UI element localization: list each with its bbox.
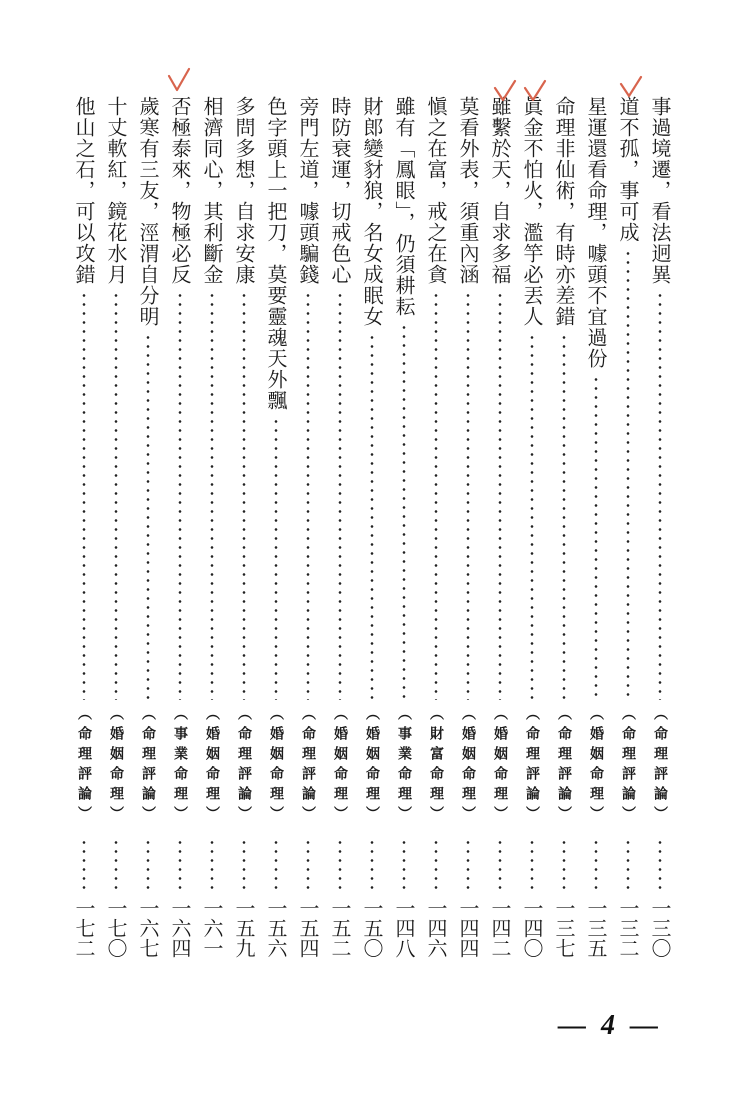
leader-dots [306, 291, 310, 700]
leader-dots [82, 291, 86, 700]
toc-entry[interactable] [326, 96, 354, 986]
leader-dots [82, 838, 86, 894]
leader-dots [594, 838, 598, 894]
leader-dots [562, 838, 566, 894]
entry-title: 歲寒有三友，涇渭自分明 [136, 96, 160, 327]
entry-category: （命理評論） [300, 706, 316, 826]
leader-dots [626, 249, 630, 700]
leader-dots [274, 417, 278, 700]
toc-entry[interactable] [454, 96, 482, 986]
leader-dots [466, 838, 470, 894]
leader-dots [114, 291, 118, 700]
entry-page: 一六七 [136, 898, 160, 958]
entry-page: 一四八 [392, 898, 416, 958]
entry-title: 相濟同心，其利斷金 [200, 96, 224, 285]
entry-category: （婚姻命理） [332, 706, 348, 826]
leader-dots [338, 838, 342, 894]
leader-dots [434, 291, 438, 700]
entry-category: （婚姻命理） [364, 706, 380, 826]
entry-title: 旁門左道，噱頭騙錢 [296, 96, 320, 285]
entry-title: 財郎變豺狼，名女成眠女 [360, 96, 384, 327]
entry-page: 一三二 [616, 898, 640, 958]
entry-title: 雖繫於天，自求多福 [488, 96, 512, 285]
toc-entry[interactable] [134, 96, 162, 986]
entry-page: 一五六 [264, 898, 288, 958]
entry-page: 一六一 [200, 898, 224, 958]
leader-dots [594, 375, 598, 700]
entry-category: （命理評論） [620, 706, 636, 826]
page-number: — 4 — [558, 1010, 662, 1041]
entry-category: （婚姻命理） [204, 706, 220, 826]
toc-entry[interactable] [70, 96, 98, 986]
leader-dots [242, 291, 246, 700]
entry-category: （財富命理） [428, 706, 444, 826]
entry-category: （婚姻命理） [492, 706, 508, 826]
entry-page: 一四四 [456, 898, 480, 958]
leader-dots [178, 291, 182, 700]
toc-entry[interactable] [230, 96, 258, 986]
leader-dots [658, 838, 662, 894]
entry-title: 莫看外表，須重內涵 [456, 96, 480, 285]
toc-entry[interactable] [102, 96, 130, 986]
entry-title: 否極泰來，物極必反 [168, 96, 192, 285]
entry-page: 一三五 [584, 898, 608, 958]
entry-page: 一五九 [232, 898, 256, 958]
toc-entry[interactable] [582, 96, 610, 986]
leader-dots [402, 323, 406, 700]
entry-title: 時防衰運，切戒色心 [328, 96, 352, 285]
check-mark-icon [618, 74, 644, 100]
toc-entry[interactable] [390, 96, 418, 986]
leader-dots [370, 838, 374, 894]
check-mark-icon [166, 66, 192, 94]
leader-dots [338, 291, 342, 700]
entry-page: 一七〇 [104, 898, 128, 958]
entry-title: 雖有「鳳眼」，仍須耕耘 [392, 96, 416, 317]
toc-entry[interactable] [518, 96, 546, 986]
leader-dots [114, 838, 118, 894]
entry-title: 眞金不怕火，濫竽必丟人 [520, 96, 544, 327]
check-mark-icon [522, 78, 548, 104]
entry-category: （婚姻命理） [460, 706, 476, 826]
leader-dots [626, 838, 630, 894]
leader-dots [466, 291, 470, 700]
entry-page: 一四〇 [520, 898, 544, 958]
entry-page: 一五〇 [360, 898, 384, 958]
entry-page: 一五四 [296, 898, 320, 958]
entry-category: （事業命理） [396, 706, 412, 826]
leader-dots [146, 838, 150, 894]
leader-dots [530, 333, 534, 700]
leader-dots [562, 333, 566, 700]
toc-entry[interactable] [294, 96, 322, 986]
entry-category: （命理評論） [556, 706, 572, 826]
toc-entry[interactable] [646, 96, 674, 986]
leader-dots [210, 838, 214, 894]
entry-page: 一三七 [552, 898, 576, 958]
leader-dots [210, 291, 214, 700]
entry-category: （婚姻命理） [268, 706, 284, 826]
entry-page: 一三〇 [648, 898, 672, 958]
toc-entry[interactable] [262, 96, 290, 986]
entry-page: 一五二 [328, 898, 352, 958]
leader-dots [274, 838, 278, 894]
entry-category: （命理評論） [76, 706, 92, 826]
toc-entry[interactable] [486, 96, 514, 986]
leader-dots [498, 291, 502, 700]
toc-entry[interactable] [198, 96, 226, 986]
toc-entry[interactable] [550, 96, 578, 986]
entry-title: 色字頭上一把刀，莫要靈魂天外飄 [264, 96, 288, 411]
leader-dots [402, 838, 406, 894]
toc-entry[interactable] [614, 96, 642, 986]
leader-dots [370, 333, 374, 700]
leader-dots [530, 838, 534, 894]
entry-page: 一四六 [424, 898, 448, 958]
entry-page: 一四二 [488, 898, 512, 958]
toc-entry[interactable] [358, 96, 386, 986]
entry-title: 道不孤，事可成 [616, 96, 640, 243]
entry-title: 星運還看命理，噱頭不宜過份 [584, 96, 608, 369]
leader-dots [658, 291, 662, 700]
entry-title: 十丈軟紅，鏡花水月 [104, 96, 128, 285]
entry-title: 多問多想，自求安康 [232, 96, 256, 285]
entry-category: （婚姻命理） [588, 706, 604, 826]
entry-category: （命理評論） [140, 706, 156, 826]
entry-title: 命理非仙術，有時亦差錯 [552, 96, 576, 327]
toc-entry[interactable] [166, 96, 194, 986]
check-mark-icon [492, 78, 518, 104]
leader-dots [306, 838, 310, 894]
leader-dots [434, 838, 438, 894]
entry-category: （命理評論） [652, 706, 668, 826]
leader-dots [146, 333, 150, 700]
entry-page: 一七二 [72, 898, 96, 958]
entry-category: （事業命理） [172, 706, 188, 826]
entry-title: 他山之石，可以攻錯 [72, 96, 96, 285]
entry-title: 事過境遷，看法迥異 [648, 96, 672, 285]
entry-page: 一六四 [168, 898, 192, 958]
entry-category: （命理評論） [524, 706, 540, 826]
entry-category: （婚姻命理） [108, 706, 124, 826]
leader-dots [178, 838, 182, 894]
leader-dots [498, 838, 502, 894]
entry-category: （命理評論） [236, 706, 252, 826]
entry-title: 愼之在富，戒之在貪 [424, 96, 448, 285]
toc-entry[interactable] [422, 96, 450, 986]
leader-dots [242, 838, 246, 894]
